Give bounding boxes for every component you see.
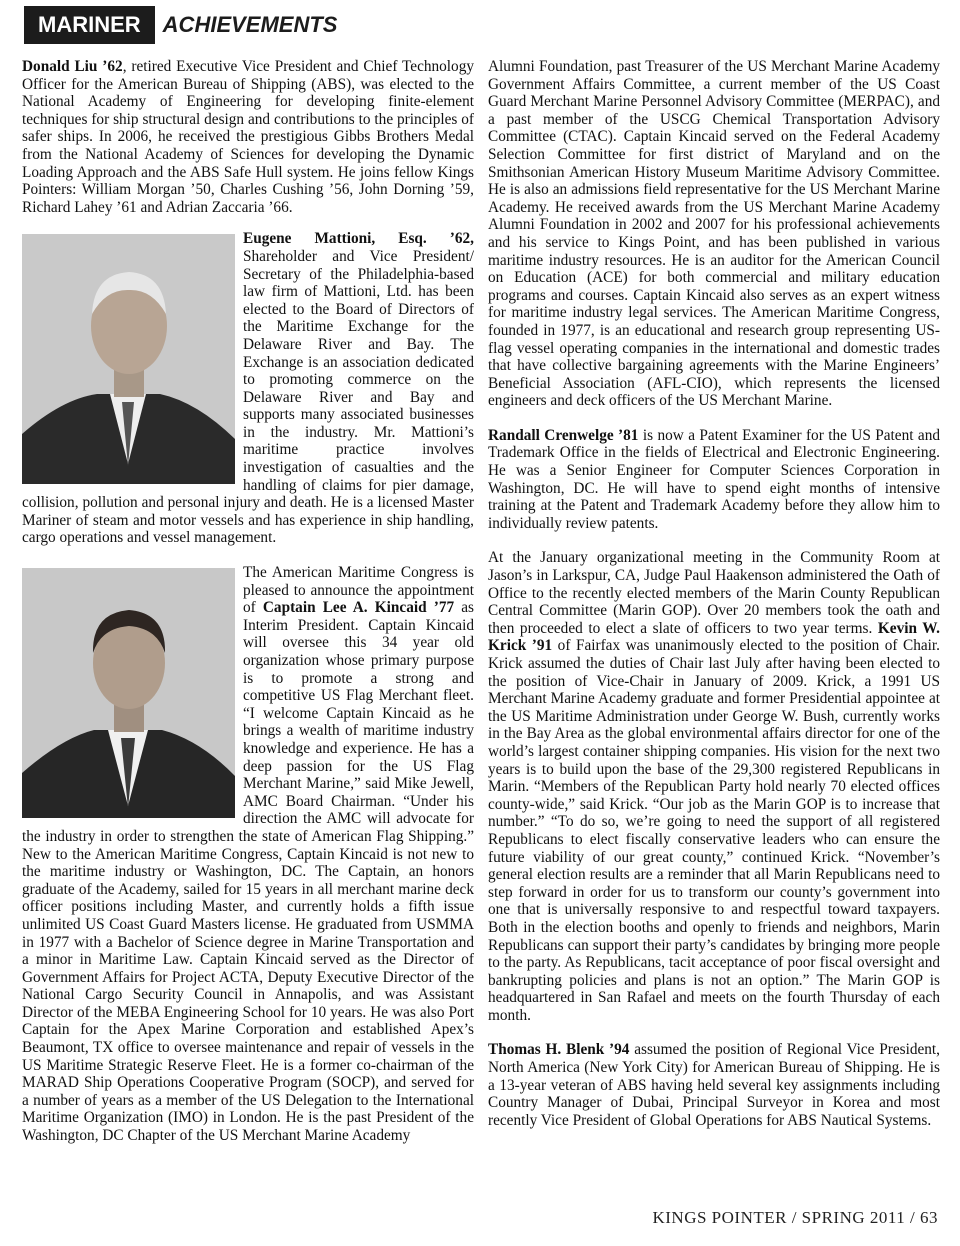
text-krick-b: of Fairfax was unanimously elected to the position of Chair. Krick assumed the duties of Chair last July after having been elected to the position of Vice-Chair in January of 2009. Krick, a 1991 US Merchant Marine Academy graduate and former Presidential appointee at the US Maritime Administration under George W. Bush, currently works in the Bay Area as the global environmental affairs director for one of the world’s largest container shipping companies. His vision for the next two years is to build upon the base of the 29,300 registered Republicans in Marin. “Members of the Republican Party hold nearly 70 elected offices county-wide,” said Krick. “Our job as the Marin GOP is to increase that number.” “To do so, we’re going to need the support of all registered Republicans to elect fiscally conservative leaders who can ensure the future viability of our great county,” continued Krick. “November’s general election results are a reminder that all Marin Republicans need to step forward in order for us to transform our county’s government into one that is universally responsive to and respectful toward taxpayers. Both in the election booths and openly to friends and neighbors, Marin Republicans can support their party’s candidates by bringing more people to the party. As Republicans, tacit acceptance of poor fiscal oversight and bankrupting policies and plans is not an option.” The Marin GOP is headquartered in San Rafael and meets on the fourth Thursday of each month. [488,637,941,1024]
article-kincaid-cont [488,58,940,410]
name-mattioni: Eugene Mattioni, Esq. ’62, [243,230,474,248]
name-liu: Donald Liu ’62 [22,58,123,75]
text-kincaid-cont: Alumni Foundation, past Treasurer of the US Merchant Marine Academy Government Affairs Committee, a current member of the US Coast Guard Merchant Marine Personnel Advisory Committee (MERPAC), and a past member of the USCG Chemical Transportation Advisory Committee (CTAC). Captain Kincaid served on the Federal Academy Selection Committee for first district of Maryland and on the Smithsonian American History Museum Maritime Advisory Committee. He is also an admissions field representative for the US Merchant Marine Academy. He received awards from the US Merchant Marine Academy Alumni Foundation in 2002 and 2007 for his professional achievements and his service to Kings Point, and has been published in various maritime industry resources. He is an auditor for the American Council on Education (ACE) for both commercial and military education programs and courses. Captain Kincaid also serves as an expert witness for maritime industry legal services. The American Maritime Congress, founded in 1977, is an educational and research group representing US-flag vessel operating companies in the international and domestic trades that have collective bargaining agreements with the Marine Engineers’ Beneficial Association (AFL-CIO), which represents the licensed engineers and deck officers of the US Merchant Marine. [488,58,940,410]
portrait-photo-kincaid [22,568,235,818]
text-kincaid-a: The American Maritime Congress is pleased to announce the appointment of [243,564,474,617]
article-blenk [488,1041,940,1129]
text-krick-a: At the January organizational meeting in the Community Room at Jason’s in Larkspur, CA, Judge Paul Haakenson administered the Oath of Office to the recently elected members of the Marin County Republican Central Committee (Marin GOP). Over 20 members took the oath and then proceeded to elect a slate of officers to two year terms. [488,549,940,637]
page-header [24,6,337,44]
name-blenk: Thomas H. Blenk ’94 [488,1041,630,1059]
name-kincaid: Captain Lee A. Kincaid ’77 [262,599,455,617]
article-crenwelge [488,427,940,533]
article-krick [488,549,940,1024]
text-kincaid-b: as Interim President. Captain Kincaid will oversee this 34 year old organization whose primary purpose is to promote a strong and competitive US Flag Merchant fleet. “I welcome Captain Kincaid as he brings a wealth of maritime industry knowledge and experience. He has a deep passion for the US Flag Merchant Marine,” said Mike Jewell, AMC Board Chairman. “Under his direction the AMC will advocate for the industry in order to strengthen the state of American Flag Shipping.” New to the American Maritime Congress, Captain Kincaid is not new to the maritime industry or Washington, DC. The Captain, an honors graduate of the Academy, sailed for 15 years in all merchant marine deck officer positions including Master, and currently holds a fifth issue unlimited US Coast Guard Masters license. He graduated from USMMA in 1977 with a Bachelor of Science degree in Marine Transportation and a minor in Maritime Law. Captain Kincaid served as the Director of Government Affairs for Project ACTA, Deputy Executive Director of the National Cargo Security Council in Annapolis, and was Assistant Director of the MEBA Engineering School for 10 years. He was also Port Captain for the Apex Marine Corporation and established Apex’s Beaumont, TX office to oversee maintenance and repair of vessels in the US Maritime Strategic Reserve Fleet. He is a former co-chairman of the MARAD Ship Operations Cooperative Program (SOCP), and served for a number of years as a member of the US Delegation to the International Maritime Organization (IMO) in London. He is the past President of the Washington, DC Chapter of the US Merchant Marine Academy [22,599,474,1145]
left-column [22,58,474,1162]
text-liu: , retired Executive Vice President and Chief Technology Officer for the American Bureau of Shipping (ABS), was elected to the National Academy of Engineering for developing finite-element techniques for ship structural design and contributions to the principles of safer ships. In 2006, he received the prestigious Gibbs Brothers Medal from the National Academy of Sciences for developing the Dynamic Loading Approach and the ABS Safe Hull system. He joins fellow Kings Pointers: William Morgan ’50, Charles Cushing ’56, John Dorning ’59, Richard Lahey ’61 and Adrian Zaccaria ’66. [22,58,474,216]
article-liu [22,58,474,216]
text-mattioni: Shareholder and Vice President/ Secretary of the Philadelphia-based law firm of Mattioni, Ltd. has been elected to the Board of Directors of the Maritime Exchange for the Delaware River and Bay. The Exchange is an association dedicated to promoting commerce on the Delaware River and Bay and supports many associated businesses in the industry. Mr. Mattioni’s maritime practice involves investigation of casualties and the handling of claims for pier damage, collision, pollution and personal injury and death. He is a licensed Master Mariner of steam and motor vessels and has experience in ship handling, cargo operations and vessel management. [22,247,474,547]
section-badge: MARINER [24,6,155,44]
right-column [488,58,940,1146]
name-crenwelge: Randall Crenwelge ’81 [488,426,639,444]
portrait-photo-mattioni [22,234,235,484]
text-crenwelge: is now a Patent Examiner for the US Patent and Trademark Office in the fields of Electrical and Electronic Engineering. He was a Senior Engineer for Computer Sciences Corporation in Washington, DC. He will have to spend eight months of intensive training at the Patent and Trademark Academy before they allow him to individually review patents. [488,426,940,532]
text-blenk: assumed the position of Regional Vice President, North America (New York City) for American Bureau of Shipping. He is a 13-year veteran of ABS having held several key assignments including Country Manager of Dubai, Principal Surveyor in Korea and most recently Vice President of Global Operations for ABS Nautical Systems. [488,1041,941,1129]
page-footer: KINGS POINTER / SPRING 2011 / 63 [652,1208,938,1227]
name-krick: Kevin W. Krick ’91 [488,619,940,655]
section-title: ACHIEVEMENTS [162,12,338,37]
